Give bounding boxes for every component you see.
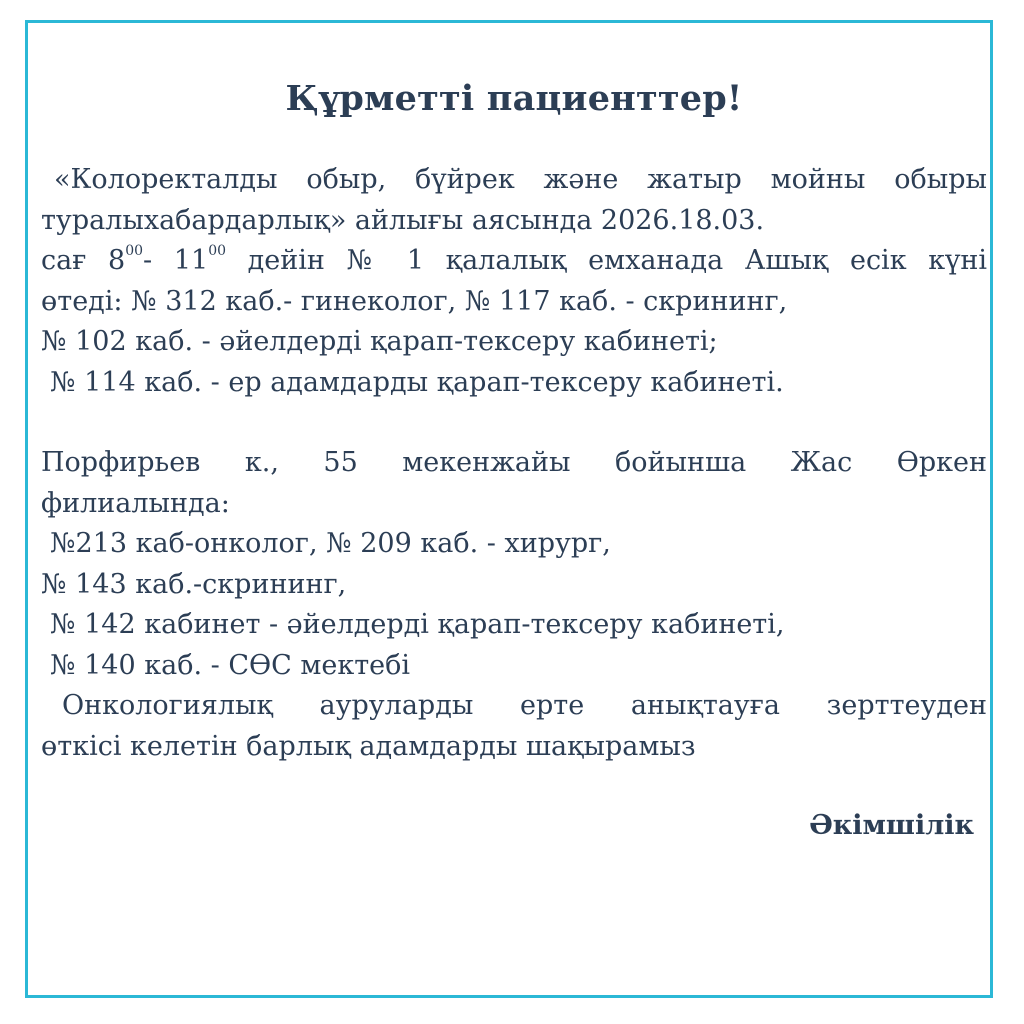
p1-line-5: № 102 каб. - әйелдерді қарап-тексеру кабинеті; [41,326,718,357]
time-end-minutes: 00 [208,243,227,259]
p2-line-5: № 142 кабинет - әйелдерді қарап-тексеру кабинеті, [50,609,785,640]
p2-line-7: Онкологиялық ауруларды ерте анықтауға зерттеуден [62,690,987,721]
time-start-minutes: 00 [125,243,144,259]
p2-line-8: өткісі келетін барлық адамдарды шақырамыз [41,730,696,762]
p1-line-4: өтеді: № 312 каб.- гинеколог, № 117 каб. - скрининг, [41,285,788,317]
notice-body [41,160,987,767]
p2-line-6: № 140 каб. - СӨС мектебі [50,649,411,681]
p1-line-6: № 114 каб. - ер адамдарды қарап-тексеру кабинеті. [50,366,784,398]
p1-line-2: туралыхабардарлық» айлығы аясында 2026.18.03. [41,204,765,236]
p2-line-2: филиалында: [41,487,230,519]
signature: Әкімшілік [809,810,974,841]
p1-line-3 [41,241,987,282]
notice-frame [25,20,993,998]
p2-line-4: № 143 каб.-скрининг, [41,568,347,600]
p2-line-3: №213 каб-онколог, № 209 каб. - хирург, [50,528,611,559]
time-start-text: сағ 8 [41,245,126,276]
p2-line-1: Порфирьев к., 55 мекенжайы бойынша Жас Өркен [41,447,987,478]
notice-title: Құрметті пациенттер! [285,78,743,119]
clinic-text: дейін № 1 қалалық емханада Ашық есік күні [226,245,987,276]
paragraph-gap [41,403,987,443]
p1-line-1: «Колоректалды обыр, бүйрек және жатыр мойны обыры [54,164,987,195]
time-end-text: - 11 [143,245,209,276]
